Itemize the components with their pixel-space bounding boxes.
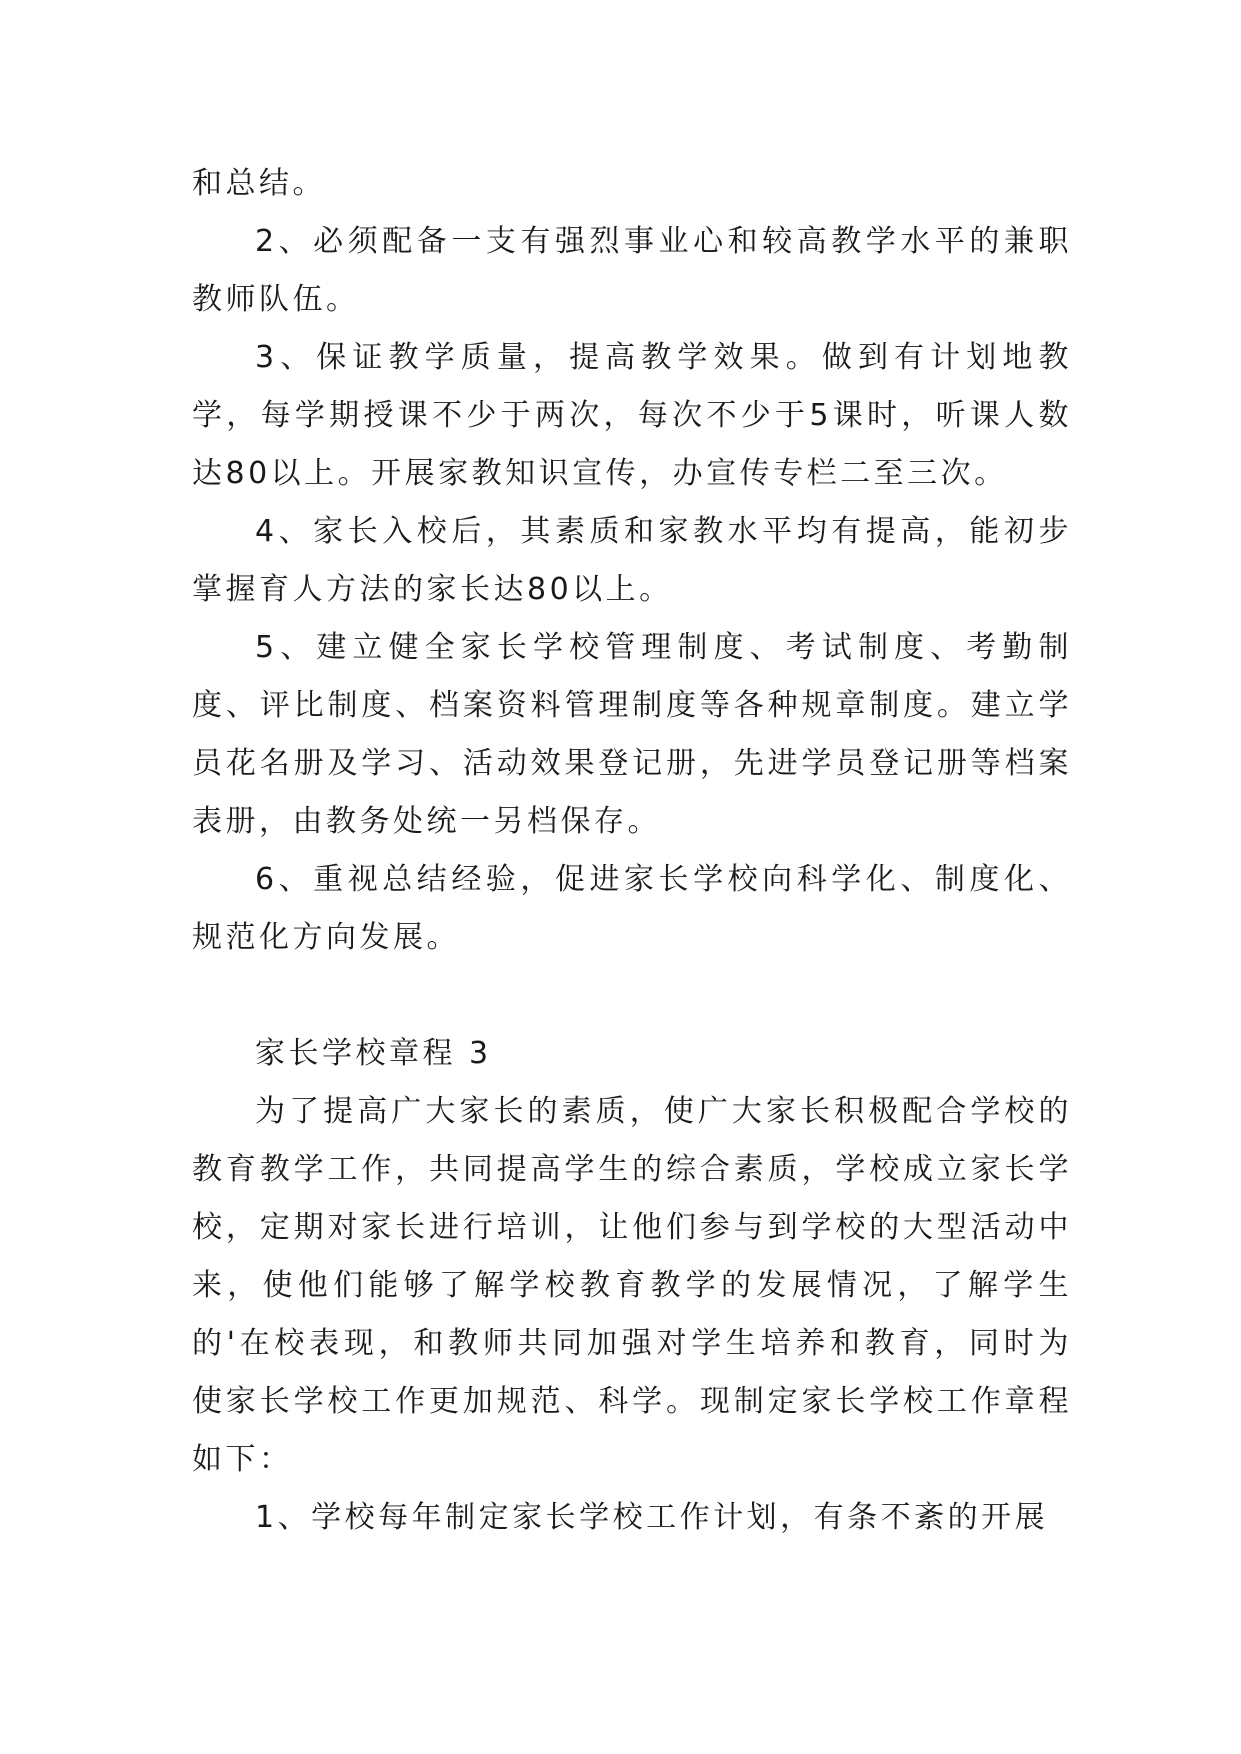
paragraph-item-5: 5、建立健全家长学校管理制度、考试制度、考勤制度、评比制度、档案资料管理制度等各种规章制度。建立学员花名册及学习、活动效果登记册，先进学员登记册等档案表册，由教务处统一另档保存。 [192, 630, 1072, 839]
document-body [192, 155, 1072, 1547]
section-spacer [192, 967, 1072, 1025]
paragraph-intro: 为了提高广大家长的素质，使广大家长积极配合学校的教育教学工作，共同提高学生的综合素质，学校成立家长学校，定期对家长进行培训，让他们参与到学校的大型活动中来，使他们能够了解学校教育教学的发展情况，了解学生的'在校表现，和教师共同加强对学生培养和教育，同时为使家长学校工作更加规范、科学。现制定家长学校工作章程如下： [192, 1094, 1072, 1477]
paragraph-item-6: 6、重视总结经验，促进家长学校向科学化、制度化、规范化方向发展。 [192, 862, 1072, 955]
paragraph-item-4: 4、家长入校后，其素质和家教水平均有提高，能初步掌握育人方法的家长达80以上。 [192, 514, 1072, 607]
paragraph-closing-fragment: 和总结。 [192, 166, 326, 201]
section-heading: 家长学校章程 3 [255, 1036, 492, 1071]
paragraph-item-3: 3、保证教学质量，提高教学效果。做到有计划地教学，每学期授课不少于两次，每次不少于5课时，听课人数达80以上。开展家教知识宣传，办宣传专栏二至三次。 [192, 340, 1072, 491]
paragraph-rule-1: 1、学校每年制定家长学校工作计划，有条不紊的开展 [255, 1500, 1049, 1535]
paragraph-item-2: 2、必须配备一支有强烈事业心和较高教学水平的兼职教师队伍。 [192, 224, 1072, 317]
